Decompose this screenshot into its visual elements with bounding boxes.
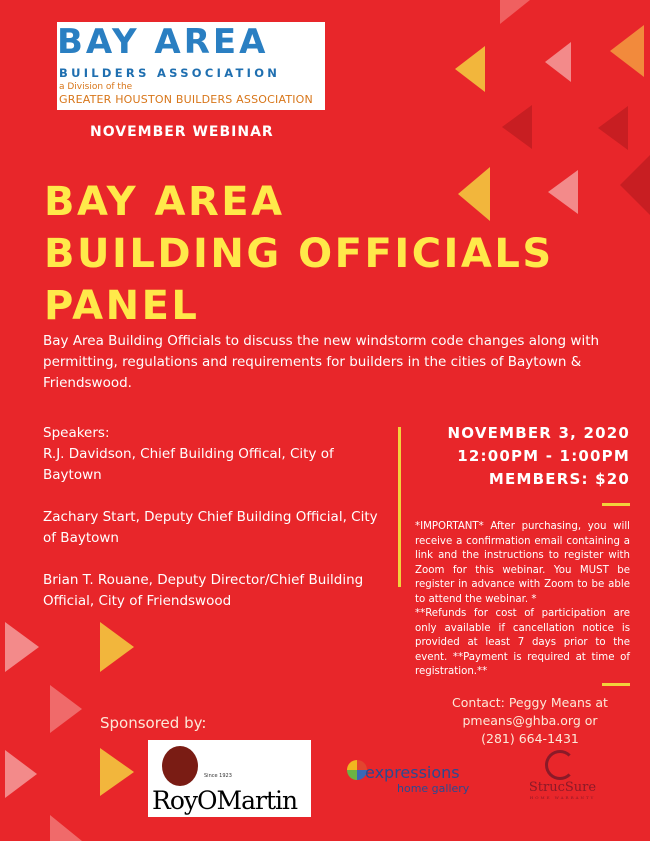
event-description: Bay Area Building Officials to discuss the new windstorm code changes along with permitting, regulations and requirements for builders in the cities of Baytown & Friendswood. xyxy=(43,333,600,391)
bay-area-builders-logo xyxy=(57,22,325,110)
divider-line xyxy=(602,503,630,506)
sponsored-label: Sponsored by: xyxy=(100,714,207,732)
event-price: MEMBERS: $20 xyxy=(488,470,630,488)
important-notice xyxy=(415,520,630,680)
logo-division-text: a Division of the xyxy=(59,82,133,92)
decor-triangle xyxy=(50,685,82,733)
decor-triangle xyxy=(500,0,530,24)
speaker-item: Zachary Start, Deputy Chief Building Official, City of Baytown xyxy=(43,509,378,546)
contact-info xyxy=(440,694,620,748)
title-line-3: PANEL xyxy=(44,283,200,329)
webinar-subtitle: NOVEMBER WEBINAR xyxy=(90,124,274,140)
contact-line: Contact: Peggy Means at xyxy=(452,695,608,710)
decor-triangle xyxy=(5,750,37,798)
expressions-subword: home gallery xyxy=(397,782,470,795)
roymartin-name: RoyOMartin xyxy=(152,786,298,815)
important-text: *IMPORTANT* After purchasing, you will receive a confirmation email containing a link and the instructions to register with Zoom for this webinar. You MUST be register in advance with Zoom to be able to attend the webinar. * xyxy=(415,521,630,605)
speakers-heading: Speakers: xyxy=(43,425,110,441)
roymartin-emblem-icon xyxy=(162,746,198,786)
expressions-flower-icon xyxy=(347,760,367,780)
decor-triangle xyxy=(545,42,571,82)
logo-ghba-text: GREATER HOUSTON BUILDERS ASSOCIATION xyxy=(59,93,313,106)
expressions-word: expressions xyxy=(365,763,460,782)
event-date: NOVEMBER 3, 2020 xyxy=(447,424,630,442)
title-line-1: BAY AREA xyxy=(44,179,285,225)
strucsure-logo xyxy=(515,750,615,806)
logo-builders-text: BUILDERS ASSOCIATION xyxy=(59,66,281,80)
roymartin-since: Since 1923 xyxy=(204,773,232,779)
strucsure-tag: HOME WARRANTY xyxy=(529,795,596,800)
decor-triangle xyxy=(620,155,650,215)
strucsure-swoosh-icon xyxy=(545,750,575,780)
decor-triangle xyxy=(100,748,134,796)
speaker-item: R.J. Davidson, Chief Building Offical, City of Baytown xyxy=(43,446,334,483)
divider-line xyxy=(398,427,401,587)
divider-line xyxy=(602,683,630,686)
strucsure-name: StrucSure HOME WARRANTY xyxy=(515,780,610,800)
contact-email[interactable]: pmeans@ghba.org or xyxy=(462,713,598,728)
decor-triangle xyxy=(50,815,82,841)
event-time: 12:00PM - 1:00PM xyxy=(457,447,630,465)
decor-triangle xyxy=(598,106,628,150)
speaker-item: Brian T. Rouane, Deputy Director/Chief Building Official, City of Friendswood xyxy=(43,572,364,609)
expressions-logo xyxy=(345,760,475,800)
decor-triangle xyxy=(610,25,644,77)
decor-triangle xyxy=(455,46,485,92)
decor-triangle xyxy=(502,105,532,149)
title-line-2: BUILDING OFFICIALS xyxy=(44,231,554,277)
decor-triangle xyxy=(5,622,39,672)
contact-phone[interactable]: (281) 664-1431 xyxy=(481,731,579,746)
event-info xyxy=(448,422,630,491)
roymartin-logo xyxy=(148,740,311,817)
refunds-text: **Refunds for cost of participation are only available if cancellation notice is provided at least 7 days prior to the event. **Payment is required at time of registration.** xyxy=(415,608,630,677)
page-title xyxy=(44,176,554,332)
speakers-section xyxy=(43,423,393,633)
logo-main-text: BAY AREA xyxy=(57,22,269,62)
